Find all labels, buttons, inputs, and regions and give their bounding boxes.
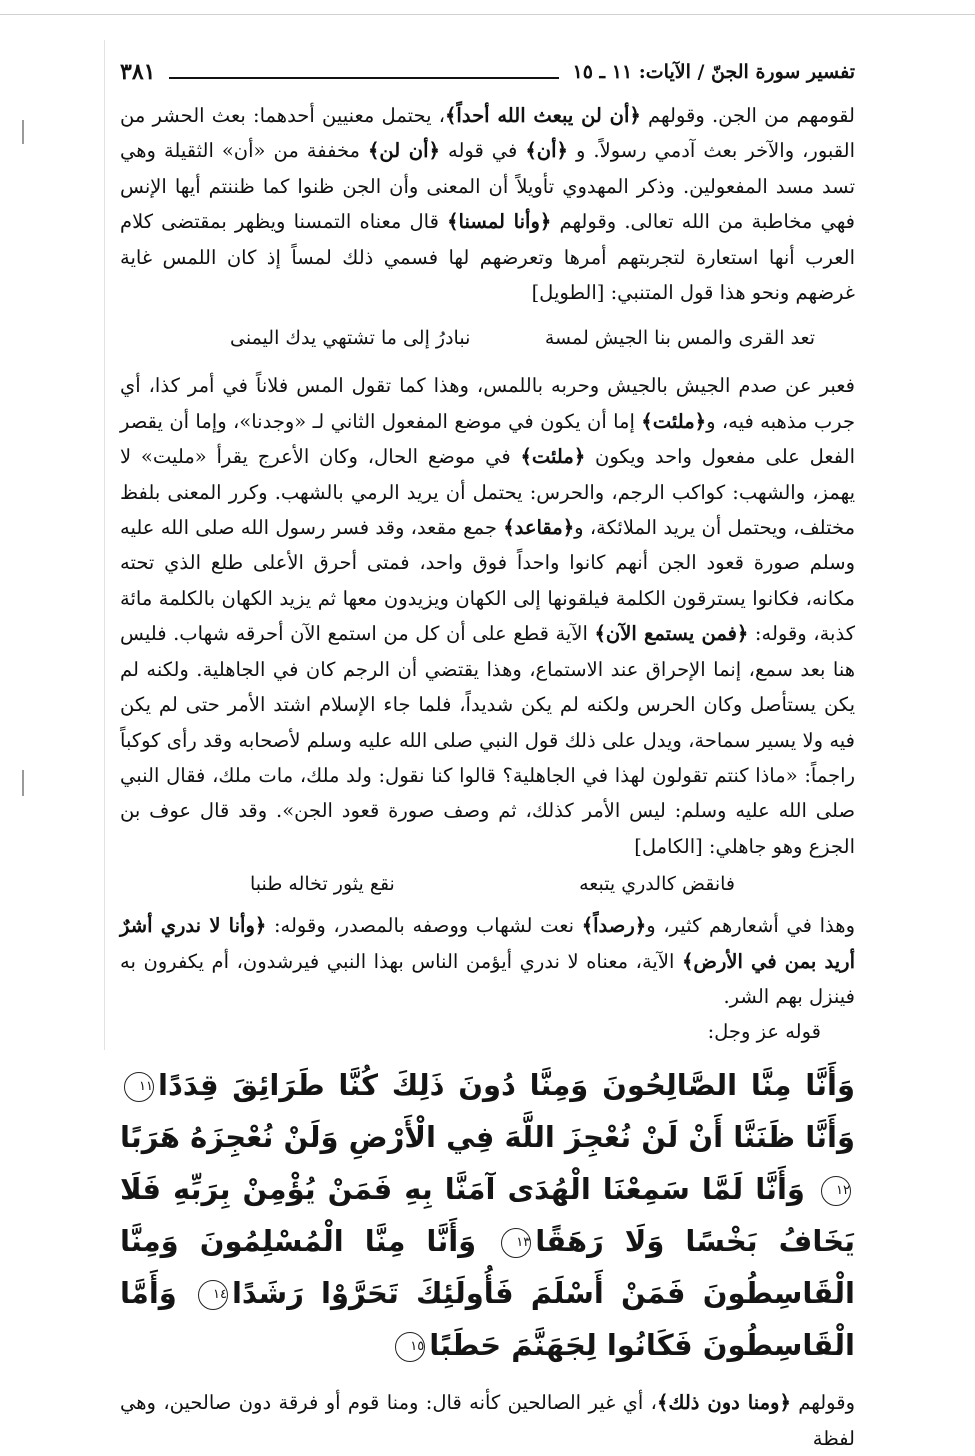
quran-passage [120,1059,855,1371]
document-page [120,50,855,1456]
text-span: نعت لشهاب ووصفه بالمصدر، وقوله: [266,914,582,938]
text-span: الآية، معناه لا ندري أيؤمن الناس بهذا النبي فيرشدون، أم يكفرون به فينزل بهم الشر. [120,949,855,1008]
paragraph-4 [120,1385,855,1456]
text-span: وقولهم [790,1391,855,1415]
scan-margin-mark [22,120,24,144]
quran-ayah: وَأَنَّا لَمَّا سَمِعْنَا الْهُدَى آمَنَّا بِهِ فَمَنْ يُؤْمِنْ بِرَبِّهِ فَلَا يَخَافُ بَخْسًا وَلَا رَهَقًا [120,1172,856,1259]
quran-quote: ﴿أن لن﴾ [368,139,440,163]
scan-margin-mark [22,770,24,796]
text-span: في قوله [439,139,526,163]
quran-quote: ﴿رصداً﴾ [581,914,647,938]
ayah-number: ١٥ [395,1332,425,1362]
verse-second-hemistich: نبادرُ إلى ما تشتهي يدك اليمنى [230,327,471,350]
poetry-verse-2 [120,866,855,902]
text-span: قال معناه التمسنا ويظهر بمقتضى كلام العرب أنها استعارة لتجربتهم أمرها وتعرضهم لها فسمي ذلك لمساً إذ كان اللمس غاية غرضهم ونحو هذا قول المتنبي: [الطويل] [120,210,855,305]
quran-quote: ﴿وأنا لا ندري أشرٌ أريد بمن في الأرض﴾ [120,914,855,973]
quran-quote: ﴿وأنا لمسنا﴾ [447,210,552,234]
verse-first-hemistich: فانقض كالدري يتبعه [579,873,735,896]
quran-quote: ﴿ملئت﴾ [520,445,586,469]
quran-ayah: وَأَنَّا مِنَّا الصَّالِحُونَ وَمِنَّا دُونَ ذَلِكَ كُنَّا طَرَائِقَ قِدَدًا [158,1068,855,1103]
paragraph-1 [120,98,855,310]
quran-quote: ﴿ومنا دون ذلك﴾ [656,1391,791,1415]
quran-quote: ﴿فمن يستمع الآن﴾ [594,622,749,646]
verse-second-hemistich: نقع يثور تخاله طنبا [250,873,395,896]
text-span: لقومهم من الجن. وقولهم [640,104,855,127]
quran-ayah: وَأَمَّا الْقَاسِطُونَ فَكَانُوا لِجَهَنَّمَ حَطَبًا [120,1276,855,1363]
quran-quote: ﴿أن﴾ [525,139,568,163]
text-span: إما أن يكون في موضع المفعول الثاني لـ «وجدنا»، وإما أن يقصر الفعل على مفعول واحد ويكون [120,409,855,469]
text-span: فعبر عن صدم الجيش بالجيش وحربه باللمس، وهذا كما تقول المس فلاناً في أمر كذا، أي جرب مذهبه فيه، و [120,374,855,433]
text-span: مخففة من «أن» الثقيلة وهي تسد مسد المفعولين. وذكر المهدوي تأويلاً أن المعنى وأن الجن ظنوا كما ظننتم أيها الإنس فهي مخاطبة من الله تعالى. وقولهم [120,139,856,234]
page-header [120,50,855,94]
page-number: ٣٨١ [120,59,156,85]
text-span: ، يحتمل معنيين أحدهما: بعث الحشر من القبور، والآخر بعث آدمي رسولاً. و [120,104,856,163]
verse-first-hemistich: تعد القرى والمس بنا الجيش لمسة [544,327,815,350]
verse-intro: قوله عز وجل: [707,1020,821,1044]
text-span: الآية قطع على أن كل من استمع الآن أحرقه شهاب. فليس هنا بعد سمع، إنما الإحراق عند الاستماع، وهذا يقتضي أن الرجم كان في الجاهلية. ولكنه لم يكن يستأصل وكان الحرس ولكنه لم يكن شديداً، فلما جاء الإسلام اشتد الأمر حتى لم يكن فيه ولا يسير سماحة، ويدل على ذلك قول النبي صلى الله عليه وسلم لأصحابه وقد رأى كوكباً راجماً: «ماذا كنتم تقولون لهذا في الجاهلية؟ قالوا كنا نقول: ولد ملك، مات ملك، فقال النبي صلى الله عليه وسلم: ليس الأمر كذلك، ثم وصف صورة قعود الجن». وقد قال عوف بن الجزع وهو جاهلي: [الكامل] [120,622,855,858]
paragraph-3 [120,908,855,1014]
poetry-verse-1 [120,320,855,356]
scan-margin-mark [104,40,105,1050]
ayah-number: ١١ [124,1072,154,1102]
quran-quote: ﴿أن لن يبعث الله أحداً﴾ [445,104,641,127]
quran-quote: ﴿ملئت﴾ [641,409,707,433]
ayah-number: ١٢ [821,1176,851,1206]
ayah-number: ١٣ [501,1228,531,1258]
text-span: جمع مقعد، وقد فسر رسول الله صلى الله عليه وسلم صورة قعود الجن أنهم كانوا واحداً فوق واحد، فمتى أحرق الأعلى طلع الذي تحته مكانه، فكانوا يسترقون الكلمة فيلقونها إلى الكهان ويزيدون معها ثم يزيد الكهان بالكلمة مائة كذبة، وقوله: [120,516,855,646]
text-span: ، أي غير الصالحين كأنه قال: ومنا قوم أو فرقة دون صالحين، وهي لفظة [120,1391,855,1450]
quran-ayah: وَأَنَّا مِنَّا الْمُسْلِمُونَ وَمِنَّا الْقَاسِطُونَ فَمَنْ أَسْلَمَ فَأُولَئِكَ تَحَرَّوْا رَشَدًا [120,1224,855,1311]
text-span: في موضع الحال، وكان الأعرج يقرأ «مليت» لا يهمز، والشهب: كواكب الرجم، والحرس: يحتمل أن يريد الرمي بالشهب. وكرر المعنى بلفظ مختلف، ويحتمل أن يريد الملائكة، و [120,445,856,540]
header-rule [169,77,558,79]
running-title: تفسير سورة الجنّ / الآيات: ١١ ـ ١٥ [572,61,855,83]
ayah-number: ١٤ [198,1280,228,1310]
scan-edge-line [0,14,975,15]
quran-quote: ﴿مقاعد﴾ [503,516,575,540]
paragraph-2 [120,368,855,864]
quran-ayah: وَأَنَّا ظَنَنَّا أَنْ لَنْ نُعْجِزَ اللَّهَ فِي الْأَرْضِ وَلَنْ نُعْجِزَهُ هَرَبًا [120,1120,855,1155]
text-span: وهذا في أشعارهم كثير، و [646,914,855,938]
